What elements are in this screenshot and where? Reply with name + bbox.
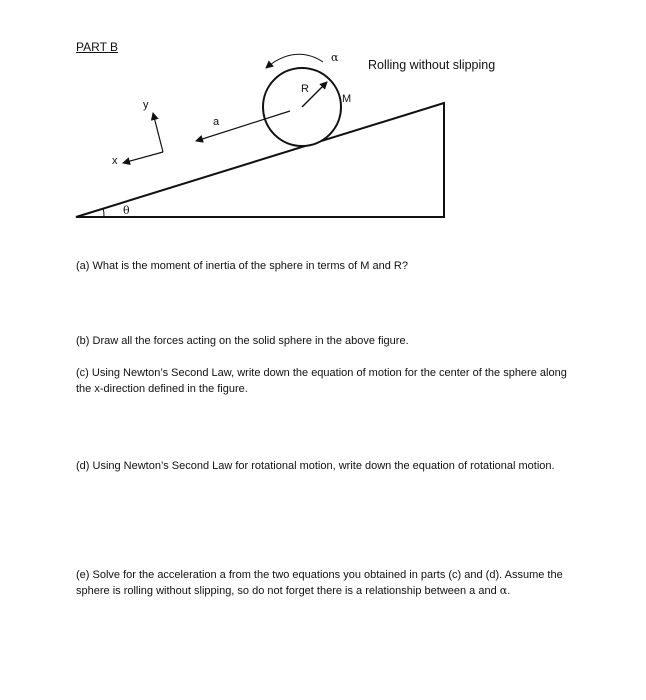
question-c: (c) Using Newton’s Second Law, write down the equation of motion for the center of the sphere along the x-direction defined in the figure. [76, 367, 567, 395]
question-e-text: (e) Solve for the acceleration a from the two equations you obtained in parts (c) and (d). Assume the sphere is rolling without slipping, so do not forget there is a relationship between a and [76, 569, 563, 597]
x-axis-label: x [112, 155, 118, 167]
angular-acceleration-label: α [331, 51, 339, 64]
question-e-symbol: α [499, 584, 508, 597]
question-b: (b) Draw all the forces acting on the solid sphere in the above figure. [76, 335, 409, 347]
angular-acceleration-arrow [266, 54, 323, 68]
incline-figure [0, 0, 646, 240]
mass-label: M [342, 93, 352, 105]
radius-label: R [301, 83, 309, 95]
figure-title: Rolling without slipping [368, 58, 496, 72]
angle-label: θ [123, 204, 130, 217]
part-heading: PART B [76, 40, 119, 54]
question-d: (d) Using Newton’s Second Law for rotational motion, write down the equation of rotational motion. [76, 460, 555, 472]
question-a: (a) What is the moment of inertia of the sphere in terms of M and R? [76, 260, 408, 272]
y-axis-label: y [143, 99, 149, 111]
x-axis-arrow [123, 152, 163, 163]
y-axis-arrow [153, 113, 163, 152]
question-e [76, 567, 576, 599]
acceleration-label: a [213, 116, 220, 128]
question-e-end: . [507, 585, 511, 597]
